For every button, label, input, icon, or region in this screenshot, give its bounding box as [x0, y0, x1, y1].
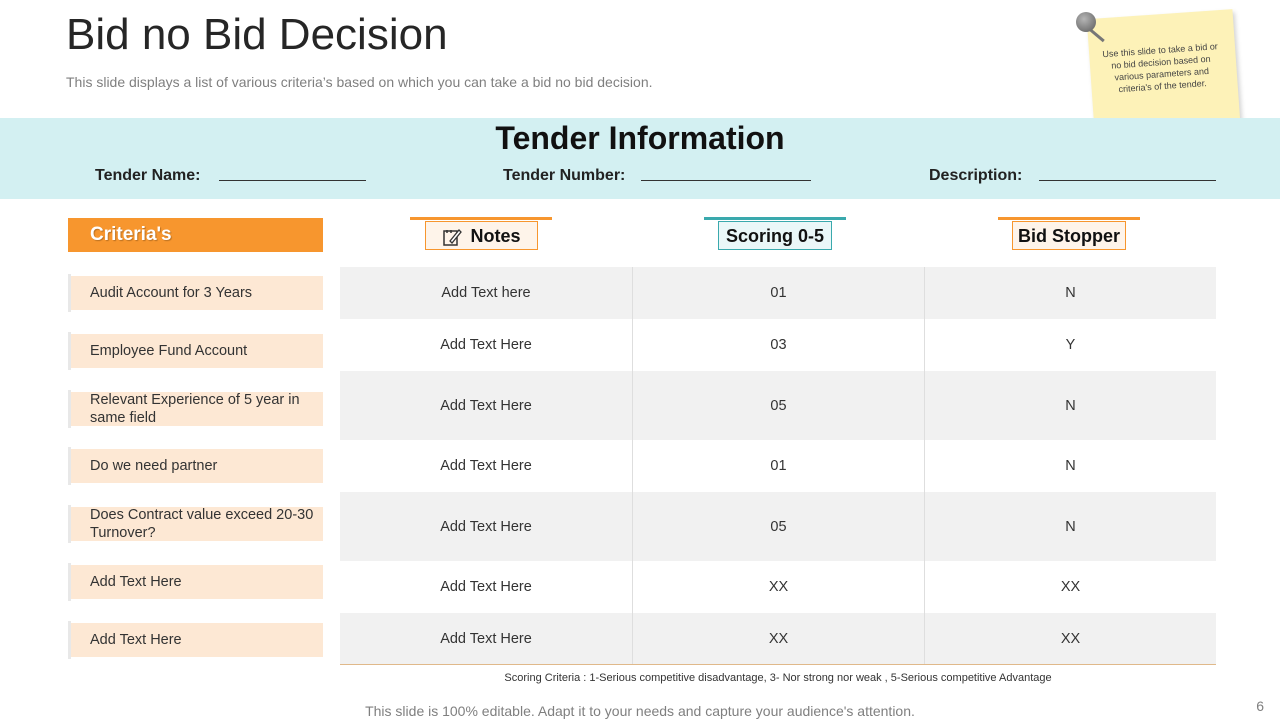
- pushpin-icon: [1076, 12, 1096, 32]
- bid-stopper-header-accent: [998, 217, 1140, 220]
- score-cell: XX: [632, 561, 924, 613]
- criteria-item: Add Text Here: [68, 565, 323, 599]
- notes-cell: Add Text Here: [440, 337, 532, 353]
- notes-cell: Add Text here: [441, 285, 531, 301]
- stopper-cell: N: [924, 492, 1216, 561]
- tender-number-line: [641, 180, 811, 181]
- footer-text: This slide is 100% editable. Adapt it to your needs and capture your audience's attention.: [365, 703, 915, 719]
- notes-cell: Add Text Here: [440, 458, 532, 474]
- scoring-header-box: [718, 221, 832, 250]
- slide-title: Bid no Bid Decision: [66, 10, 448, 59]
- bid-stopper-header-box: [1012, 221, 1126, 250]
- scoring-header-accent: [704, 217, 846, 220]
- table-row: [340, 319, 1216, 371]
- notes-cell: Add Text Here: [440, 397, 532, 414]
- score-cell: XX: [632, 613, 924, 664]
- scoring-criteria-note: Scoring Criteria : 1-Serious competitive disadvantage, 3- Nor strong nor weak , 5-Serious competitive Advantage: [504, 672, 1052, 684]
- table-row: [340, 440, 1216, 492]
- stopper-cell: Y: [924, 319, 1216, 371]
- criteria-item: Audit Account for 3 Years: [68, 276, 323, 310]
- sticky-note-text: Use this slide to take a bid or no bid decision based on various parameters and criteria's of the tender.: [1102, 41, 1219, 95]
- slide-subtitle: This slide displays a list of various criteria’s based on which you can take a bid no bid decision.: [66, 74, 653, 90]
- description-label: Description:: [929, 167, 1023, 184]
- criteria-item: Does Contract value exceed 20-30 Turnover?: [68, 507, 323, 541]
- criteria-header: Criteria's: [68, 218, 323, 252]
- page-number: 6: [1256, 698, 1264, 714]
- notes-icon: [442, 227, 462, 247]
- score-cell: 01: [632, 267, 924, 319]
- notes-cell: Add Text Here: [440, 579, 532, 595]
- stopper-cell: N: [924, 371, 1216, 440]
- table-row: [340, 371, 1216, 440]
- notes-header-box: [425, 221, 538, 250]
- scoring-header-label: Scoring 0-5: [725, 226, 825, 246]
- notes-header-accent: [410, 217, 552, 220]
- stopper-cell: N: [924, 440, 1216, 492]
- criteria-item: Employee Fund Account: [68, 334, 323, 368]
- criteria-item: Relevant Experience of 5 year in same field: [68, 392, 323, 426]
- stopper-cell: XX: [924, 561, 1216, 613]
- score-cell: 03: [632, 319, 924, 371]
- table-bottom-rule: [340, 664, 1216, 665]
- notes-column-header: [410, 221, 552, 251]
- notes-header-label: Notes: [470, 226, 521, 246]
- score-cell: 01: [632, 440, 924, 492]
- bid-stopper-header-label: Bid Stopper: [1018, 226, 1120, 246]
- score-cell: 05: [632, 492, 924, 561]
- bid-stopper-column-header: [998, 221, 1140, 251]
- tender-info-heading: Tender Information: [495, 120, 785, 156]
- stopper-cell: XX: [924, 613, 1216, 664]
- stopper-cell: N: [924, 267, 1216, 319]
- table-row: [340, 492, 1216, 561]
- table-row: [340, 613, 1216, 664]
- scoring-column-header: [704, 221, 846, 251]
- score-cell: 05: [632, 371, 924, 440]
- tender-name-line: [219, 180, 366, 181]
- table-row: [340, 267, 1216, 319]
- notes-cell: Add Text Here: [440, 518, 532, 535]
- notes-cell: Add Text Here: [440, 630, 532, 647]
- criteria-item: Add Text Here: [68, 623, 323, 657]
- tender-name-label: Tender Name:: [95, 167, 201, 184]
- description-line: [1039, 180, 1216, 181]
- tender-number-label: Tender Number:: [503, 167, 626, 184]
- criteria-item: Do we need partner: [68, 449, 323, 483]
- table-row: [340, 561, 1216, 613]
